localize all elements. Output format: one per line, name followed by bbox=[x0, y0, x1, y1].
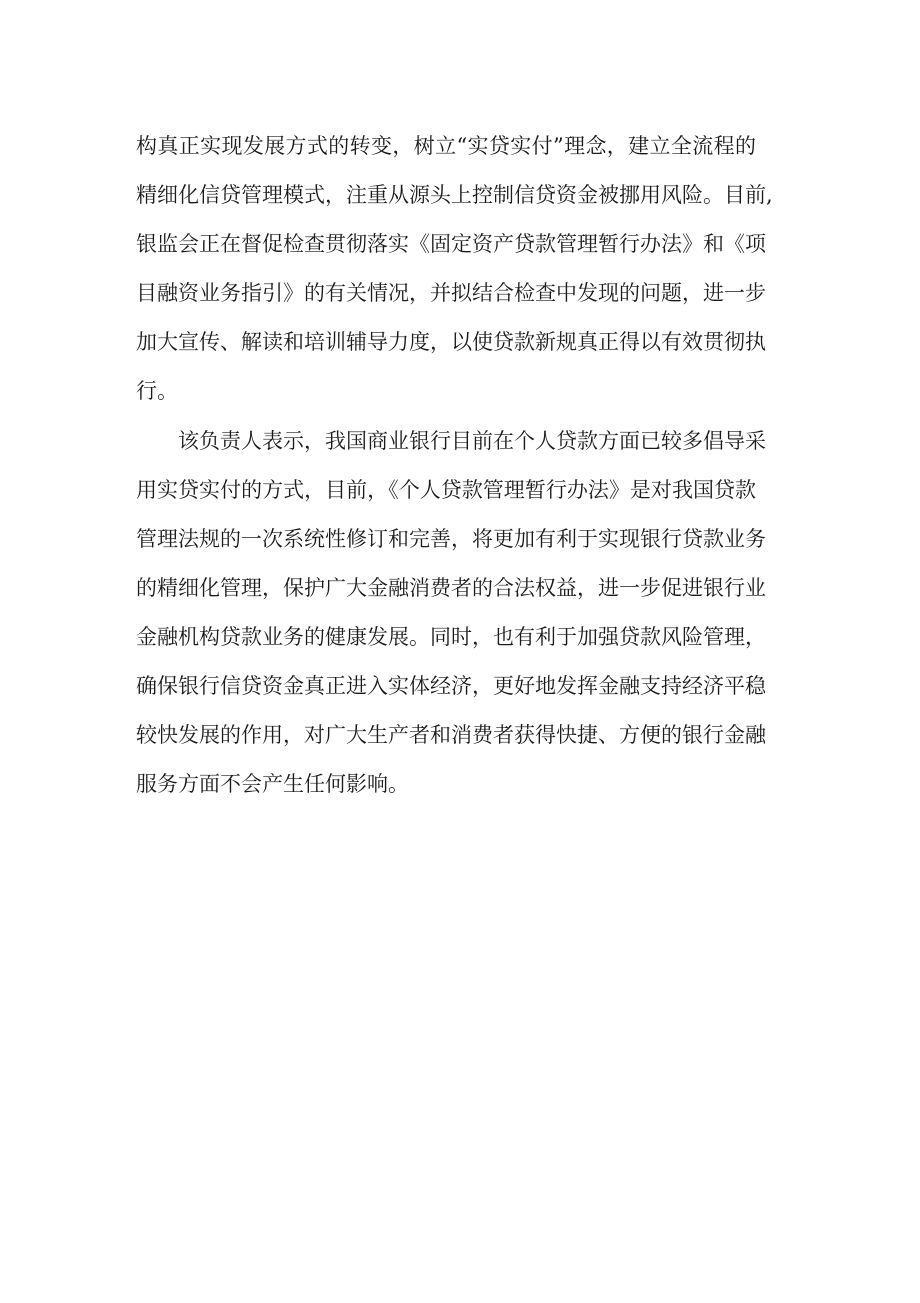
paragraph-line: 的精细化管理，保护广大金融消费者的合法权益，进一步促进银行业 bbox=[136, 576, 766, 600]
paragraph-line: 该负责人表示，我国商业银行目前在个人贷款方面已较多倡导采 bbox=[178, 429, 766, 453]
paragraph-line: 银监会正在督促检查贯彻落实《固定资产贷款管理暂行办法》和《项 bbox=[136, 232, 766, 256]
paragraph-line: 目融资业务指引》的有关情况，并拟结合检查中发现的问题，进一步 bbox=[136, 281, 766, 305]
paragraph-2 bbox=[136, 417, 766, 809]
paragraph-line: 金融机构贷款业务的健康发展。同时，也有利于加强贷款风险管理， bbox=[136, 625, 766, 649]
paragraph-line: 管理法规的一次系统性修订和完善，将更加有利于实现银行贷款业务 bbox=[136, 527, 766, 551]
paragraph-line: 精细化信贷管理模式，注重从源头上控制信贷资金被挪用风险。目前, bbox=[136, 183, 773, 207]
paragraph-line: 构真正实现发展方式的转变，树立“实贷实付”理念，建立全流程的 bbox=[136, 134, 756, 158]
paragraph-line: 行。 bbox=[136, 379, 178, 403]
paragraph-1 bbox=[136, 122, 773, 416]
paragraph-line: 服务方面不会产生任何影响。 bbox=[136, 772, 409, 796]
paragraph-line: 用实贷实付的方式，目前，《个人贷款管理暂行办法》是对我国贷款 bbox=[136, 478, 756, 502]
paragraph-line: 确保银行信贷资金真正进入实体经济，更好地发挥金融支持经济平稳 bbox=[136, 674, 766, 698]
document-body bbox=[136, 122, 773, 809]
paragraph-line: 加大宣传、解读和培训辅导力度，以使贷款新规真正得以有效贯彻执 bbox=[136, 330, 766, 354]
paragraph-line: 较快发展的作用，对广大生产者和消费者获得快捷、方便的银行金融 bbox=[136, 723, 766, 747]
